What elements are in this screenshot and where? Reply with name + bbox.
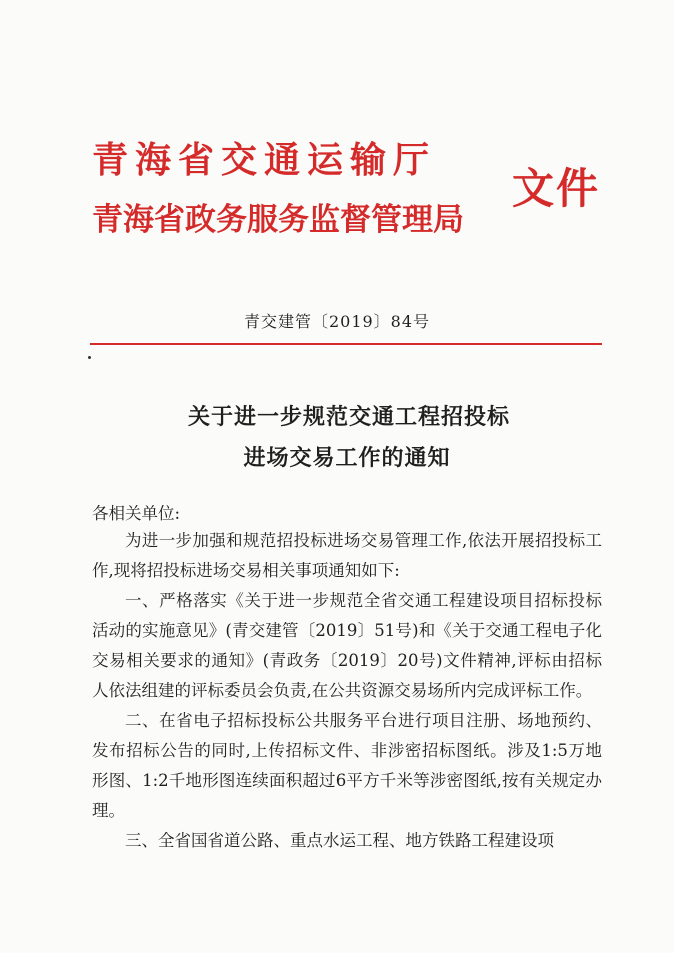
document-number: 青交建管〔2019〕84号 bbox=[243, 312, 431, 331]
issuer-line-1: 青海省交通运输厅 bbox=[92, 139, 437, 181]
paragraph-item-2: 二、在省电子招标投标公共服务平台进行项目注册、场地预约、发布招标公告的同时,上传招标文件、非涉密招标图纸。涉及1:5万地形图、1:2千地形图连续面积超过6平方千米等涉密图纸,按有关规定办理。 bbox=[92, 711, 602, 820]
title-line-1: 关于进一步规范交通工程招投标 bbox=[187, 404, 510, 430]
title-line-2: 进场交易工作的通知 bbox=[243, 445, 451, 471]
paragraph-item-3: 三、全省国省道公路、重点水运工程、地方铁路工程建设项 bbox=[125, 831, 554, 850]
salutation: 各相关单位: bbox=[92, 504, 181, 523]
issuer-line-2: 青海省政务服务监督管理局 bbox=[92, 202, 464, 238]
paragraph-intro: 为进一步加强和规范招投标进场交易管理工作,依法开展招投标工作,现将招投标进场交易相关事项通知如下: bbox=[92, 531, 602, 580]
document-word: 文件 bbox=[512, 164, 601, 213]
paragraph-item-1: 一、严格落实《关于进一步规范全省交通工程建设项目招标投标活动的实施意见》(青交建管〔2019〕51号)和《关于交通工程电子化交易相关要求的通知》(青政务〔2019〕20号)文件精神,评标由招标人依法组建的评标委员会负责,在公共资源交易场所内完成评标工作。 bbox=[92, 591, 602, 700]
stray-dot bbox=[88, 356, 91, 359]
red-divider bbox=[90, 343, 602, 345]
